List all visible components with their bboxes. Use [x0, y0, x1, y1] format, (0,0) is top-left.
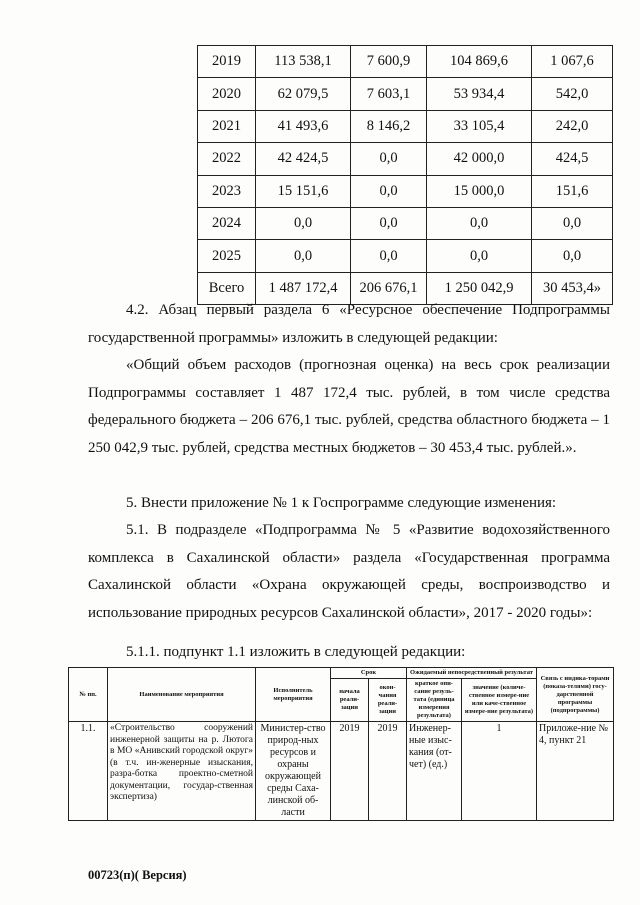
amount-cell: 7 600,9: [351, 46, 427, 78]
row-value: 1: [462, 722, 537, 821]
amount-cell: 0,0: [532, 207, 613, 239]
amount-cell: 0,0: [427, 207, 532, 239]
row-link: Приложе-ние № 4, пункт 21: [537, 722, 614, 821]
table-row: [198, 143, 613, 175]
paragraph-4-2: 4.2. Абзац первый раздела 6 «Ресурсное обеспечение Подпрограммы государственной программы» изложить в следующей редакции:: [88, 302, 610, 346]
amount-cell: 424,5: [532, 143, 613, 175]
amount-cell: 7 603,1: [351, 78, 427, 110]
table-row: [198, 46, 613, 78]
paragraph-quote: «Общий объем расходов (прогнозная оценка) на весь срок реализации Подпрограммы составляет 1 487 172,4 тыс. рублей, в том числе средства федерального бюджета – 206 676,1 тыс. рублей, средства областного бюджета – 1 250 042,9 тыс. рублей, средства местных бюджетов – 30 453,4 тыс. рублей.».: [88, 357, 610, 456]
header-executor: Исполнитель мероприятия: [256, 668, 331, 722]
amount-cell: 8 146,2: [351, 110, 427, 142]
year-cell: 2020: [198, 78, 256, 110]
amount-cell: 15 000,0: [427, 175, 532, 207]
amount-cell: 542,0: [532, 78, 613, 110]
header-expected-desc: краткое опи-сание резуль-тата (единица измерения результата): [407, 679, 462, 722]
amount-cell: 33 105,4: [427, 110, 532, 142]
amount-cell: 15 151,6: [256, 175, 351, 207]
amount-cell: 1 487 172,4: [256, 272, 351, 304]
amount-cell: 0,0: [351, 240, 427, 272]
year-cell: Всего: [198, 272, 256, 304]
amount-cell: 41 493,6: [256, 110, 351, 142]
amount-cell: 0,0: [427, 240, 532, 272]
amount-cell: 30 453,4»: [532, 272, 613, 304]
header-name: Наименование мероприятия: [108, 668, 256, 722]
row-end: 2019: [369, 722, 407, 821]
header-num: № пп.: [69, 668, 108, 722]
year-cell: 2023: [198, 175, 256, 207]
table-row: [198, 110, 613, 142]
year-cell: 2025: [198, 240, 256, 272]
activity-table: [68, 667, 614, 821]
header-term: Срок: [331, 668, 407, 679]
year-cell: 2019: [198, 46, 256, 78]
amount-cell: 0,0: [351, 143, 427, 175]
table-row: [198, 240, 613, 272]
paragraph-5: 5. Внести приложение № 1 к Госпрограмме следующие изменения:: [126, 495, 557, 511]
row-name: «Строительство сооружений инженерной защиты на р. Лютога в МО «Анивский городской округ» (в т.ч. ин-женерные изыскания, разра-ботка проектно-сметной документации, государ-ственная экспертиза): [108, 722, 256, 821]
table-row: [198, 207, 613, 239]
table-row: [198, 175, 613, 207]
amount-cell: 1 250 042,9: [427, 272, 532, 304]
row-executor: Министер-ство природ-ных ресурсов и охраны окружающей среды Саха-линской об-ласти: [256, 722, 331, 821]
amount-cell: 0,0: [256, 207, 351, 239]
footer-doc-code: 00723(п)( Версия): [88, 868, 187, 882]
amount-cell: 242,0: [532, 110, 613, 142]
header-term-end: окон-чания реали-зации: [369, 679, 407, 722]
amount-cell: 151,6: [532, 175, 613, 207]
amount-cell: 42 424,5: [256, 143, 351, 175]
table-row: [198, 78, 613, 110]
year-cell: 2021: [198, 110, 256, 142]
paragraph-5-1: 5.1. В подразделе «Подпрограмма № 5 «Развитие водохозяйственного комплекса в Сахалинской области» раздела «Государственная программа Сахалинской области «Охрана окружающей среды, воспроизводство и использование природных ресурсов Сахалинской области», 2017 - 2020 годы»:: [88, 522, 610, 621]
amount-cell: 53 934,4: [427, 78, 532, 110]
paragraph-5-1-1: 5.1.1. подпункт 1.1 изложить в следующей редакции:: [126, 644, 466, 660]
table-row: [69, 722, 614, 821]
amount-cell: 42 000,0: [427, 143, 532, 175]
header-term-start: начала реали-зации: [331, 679, 369, 722]
header-link: Связь с индика-торами (показа-телями) госу-дарственной программы (подпрограммы): [537, 668, 614, 722]
amount-cell: 0,0: [351, 175, 427, 207]
row-desc: Инженер-ные изыс-кания (от-чет) (ед.): [407, 722, 462, 821]
amount-cell: 104 869,6: [427, 46, 532, 78]
year-cell: 2024: [198, 207, 256, 239]
year-cell: 2022: [198, 143, 256, 175]
amount-cell: 113 538,1: [256, 46, 351, 78]
amount-cell: 0,0: [351, 207, 427, 239]
amount-cell: 0,0: [532, 240, 613, 272]
amount-cell: 1 067,6: [532, 46, 613, 78]
header-expected: Ожидаемый непосредственный результат: [407, 668, 537, 679]
row-start: 2019: [331, 722, 369, 821]
amount-cell: 0,0: [256, 240, 351, 272]
row-num: 1.1.: [69, 722, 108, 821]
amount-cell: 62 079,5: [256, 78, 351, 110]
header-expected-value: значение (количе-ственное измере-ние или каче-ственное измере-ние результата): [462, 679, 537, 722]
amount-cell: 206 676,1: [351, 272, 427, 304]
financing-table: [197, 45, 613, 305]
